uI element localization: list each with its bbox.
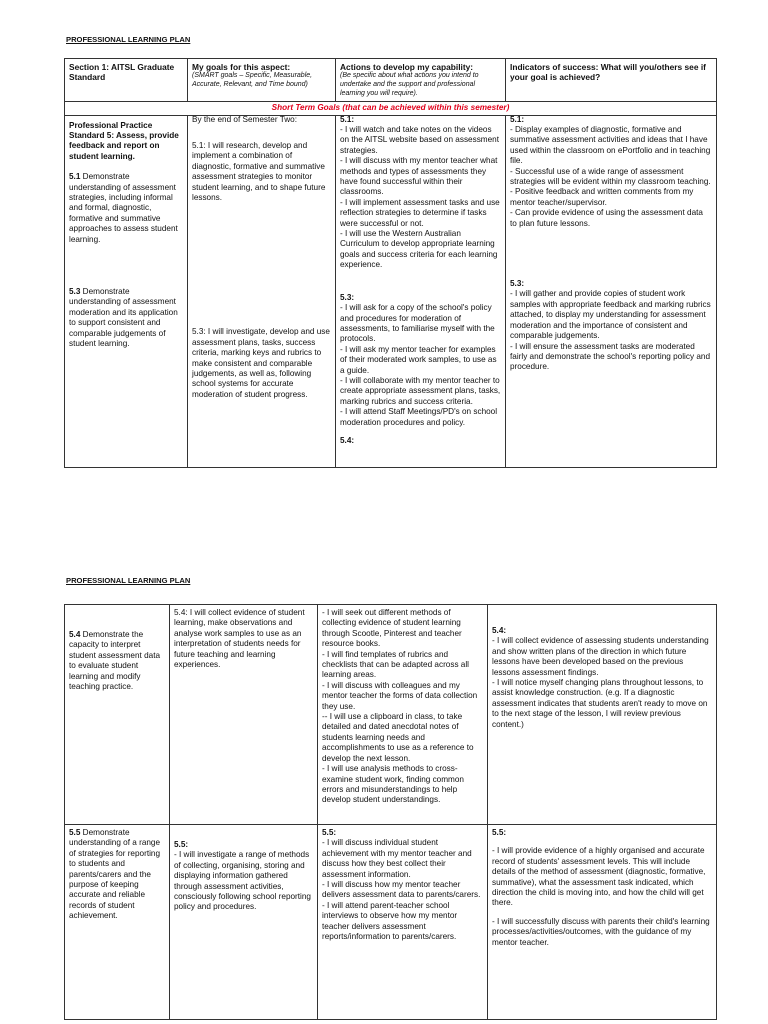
plan-table-page2 (64, 604, 717, 1020)
actions-cell (318, 605, 488, 825)
content-row (65, 825, 717, 1020)
goal-5-5: - I will investigate a range of methods of collecting, organising, storing and displaying information gathered through assessment activities, consciously following school reporting policy and procedures. (174, 850, 311, 912)
action-5-3-head: 5.3: (340, 292, 355, 302)
action-5-4-line: - I will discuss with colleagues and my mentor teacher the forms of data collection they use. (322, 680, 478, 711)
action-5-5-line: - I will discuss how my mentor teacher delivers assessment data to parents/carers. (322, 880, 481, 900)
standard-5-3: 5.3 Demonstrate understanding of assessment moderation and its application to support consistent and comparable judgements of student learning. (69, 287, 178, 349)
header-actions: Actions to develop my capability: (Be specific about what actions you intend to undertake and the support and professional learning you will require). (336, 59, 506, 102)
plan-table-page1 (64, 58, 717, 468)
action-5-1-line: - I will watch and take notes on the videos on the AITSL website based on assessment strategies. (340, 125, 499, 155)
header-indicators: Indicators of success: What will you/others see if your goal is achieved? (506, 59, 717, 102)
standard-5-1: 5.1 Demonstrate understanding of assessment strategies, including informal and formal, diagnostic, formative and summative approaches to assess student learning. (69, 172, 178, 244)
standard-5-4: 5.4 Demonstrate the capacity to interpret student assessment data to evaluate student learning and modify teaching practice. (69, 630, 161, 692)
action-5-3-line: - I will ask my mentor teacher for examples of their moderated work samples, to use as a guide. (340, 344, 497, 375)
short-term-row (65, 102, 717, 115)
doc-title: PROFESSIONAL LEARNING PLAN (66, 35, 191, 44)
action-5-3-line: - I will collaborate with my mentor teacher to create appropriate assessment plans, tasks, marking rubrics and success criteria. (340, 375, 501, 406)
indicator-5-4-line: - I will notice myself changing plans throughout lessons, to assist knowledge construction. (e.g. If a diagnostic assessment indicates that students aren't ready to move on to the next stage of the lesson, I will review previous content.) (492, 678, 708, 729)
actions-cell (318, 825, 488, 1020)
indicators-cell (506, 115, 717, 467)
indicator-5-1-line: - Display examples of diagnostic, formative and summative assessment activities and ideas that I have used within the classroom on ePortfolio and in teaching file. (510, 125, 711, 166)
action-5-1-line: - I will discuss with my mentor teacher what methods and types of assessments they have found successful within their classrooms. (340, 156, 498, 197)
standard-5-5: 5.5 Demonstrate understanding of a range of strategies for reporting to students and parents/carers and the purpose of keeping accurate and reliable records of student achievement. (69, 828, 161, 921)
header-goals: My goals for this aspect: (SMART goals – Specific, Measurable, Accurate, Relevant, and Time bound) (188, 59, 336, 102)
goals-cell (170, 825, 318, 1020)
action-5-3-line: - I will attend Staff Meetings/PD's on school moderation procedures and policy. (340, 407, 498, 427)
content-row (65, 115, 717, 467)
action-5-1-line: - I will use the Western Australian Curriculum to develop appropriate learning goals and success criteria for each learning experience. (340, 229, 498, 270)
action-5-5-line: - I will attend parent-teacher school interviews to observe how my mentor teacher delivers assessment reports/information to parents/carers. (322, 900, 458, 942)
indicator-5-1-head: 5.1: (510, 114, 525, 124)
indicator-5-1-line: - Positive feedback and written comments from my mentor teacher/supervisor. (510, 187, 694, 207)
content-row (65, 605, 717, 825)
action-5-4-line: - I will use analysis methods to cross-examine student work, finding common errors and misunderstandings to help develop student understandings. (322, 764, 464, 805)
standard-cell (65, 115, 188, 467)
indicator-5-5-line: - I will provide evidence of a highly organised and accurate record of students' assessment levels. This will include details of the method of assessment (diagnostic, formative, summative), what the assessment task indicated, which direction the child is moving into, and how the child will get there. (492, 846, 706, 908)
action-5-1-head: 5.1: (340, 114, 355, 124)
header-standard: Section 1: AITSL Graduate Standard (65, 59, 188, 102)
standard-cell (65, 605, 170, 825)
indicator-5-3-line: - I will ensure the assessment tasks are moderated fairly and demonstrate the school's reporting policy and procedure. (510, 341, 710, 372)
by-end-label: By the end of Semester Two: (192, 114, 297, 124)
action-5-4-head: 5.4: (340, 435, 355, 445)
indicators-cell (488, 825, 717, 1020)
action-5-1-line: - I will implement assessment tasks and use reflection strategies to determine if tasks were successful or not. (340, 197, 500, 228)
indicator-5-3-head: 5.3: (510, 279, 525, 289)
indicator-5-5-head: 5.5: (492, 828, 507, 837)
action-5-5-line: - I will discuss individual student achievement with my mentor teacher and discuss how they best collect their assessment information. (322, 838, 472, 879)
action-5-4-line: -- I will use a clipboard in class, to take detailed and dated anecdotal notes of students learning needs and accomplishments to use as a reference to develop the next lesson. (322, 712, 474, 763)
indicator-5-1-line: - Can provide evidence of using the assessment data to plan future lessons. (510, 208, 703, 228)
indicators-cell (488, 605, 717, 825)
header-row (65, 59, 717, 102)
action-5-4-line: - I will find templates of rubrics and checklists that can be adapted across all learning areas. (322, 649, 470, 680)
goals-cell (188, 115, 336, 467)
goal-5-5-head: 5.5: (174, 840, 189, 849)
action-5-4-line: - I will seek out different methods of collecting evidence of student learning through Scootle, Pinterest and teacher resource books. (322, 608, 462, 649)
standard-title: Professional Practice Standard 5: Assess, provide feedback and report on student learning. (69, 120, 179, 161)
action-5-3-line: - I will ask for a copy of the school's policy and procedures for moderation of assessments, to familiarise myself with the protocols. (340, 303, 495, 344)
indicator-5-1-line: - Successful use of a wide range of assessment strategies will be evident within my classroom teaching. (510, 166, 711, 187)
indicator-5-5-line: - I will successfully discuss with parents their child's learning processes/activities/outcomes, with the guidance of my mentor teacher. (492, 916, 710, 947)
indicator-5-4-head: 5.4: (492, 626, 507, 635)
short-term-goals-label: Short Term Goals (that can be achieved within this semester) (65, 102, 717, 115)
goal-5-4: 5.4: I will collect evidence of student learning, make observations and analyse work samples to use as an interpretation of students needs for future teaching and learning experiences. (174, 608, 305, 670)
actions-cell (336, 115, 506, 467)
action-5-5-head: 5.5: (322, 828, 337, 837)
goal-5-3: 5.3: I will investigate, develop and use assessment plans, tasks, success criteria, marking keys and rubrics to make consistent and comparable judgements, as well as, following school systems for accurate moderation of student progress. (192, 327, 330, 399)
goals-cell (170, 605, 318, 825)
doc-title: PROFESSIONAL LEARNING PLAN (66, 576, 191, 585)
goal-5-1: 5.1: I will research, develop and implement a combination of diagnostic, formative and summative assessment strategies to monitor student learning, and to shape future lessons. (192, 141, 326, 203)
indicator-5-4-line: - I will collect evidence of assessing students understanding and show written plans of the direction in which future lessons have been developed based on the previous lessons assessment findings. (492, 636, 709, 677)
indicator-5-3-line: - I will gather and provide copies of student work samples with appropriate feedback and marking rubrics attached, to display my understanding for assessment moderation and the importance of consistent and comparable judgements. (510, 289, 711, 341)
standard-cell (65, 825, 170, 1020)
